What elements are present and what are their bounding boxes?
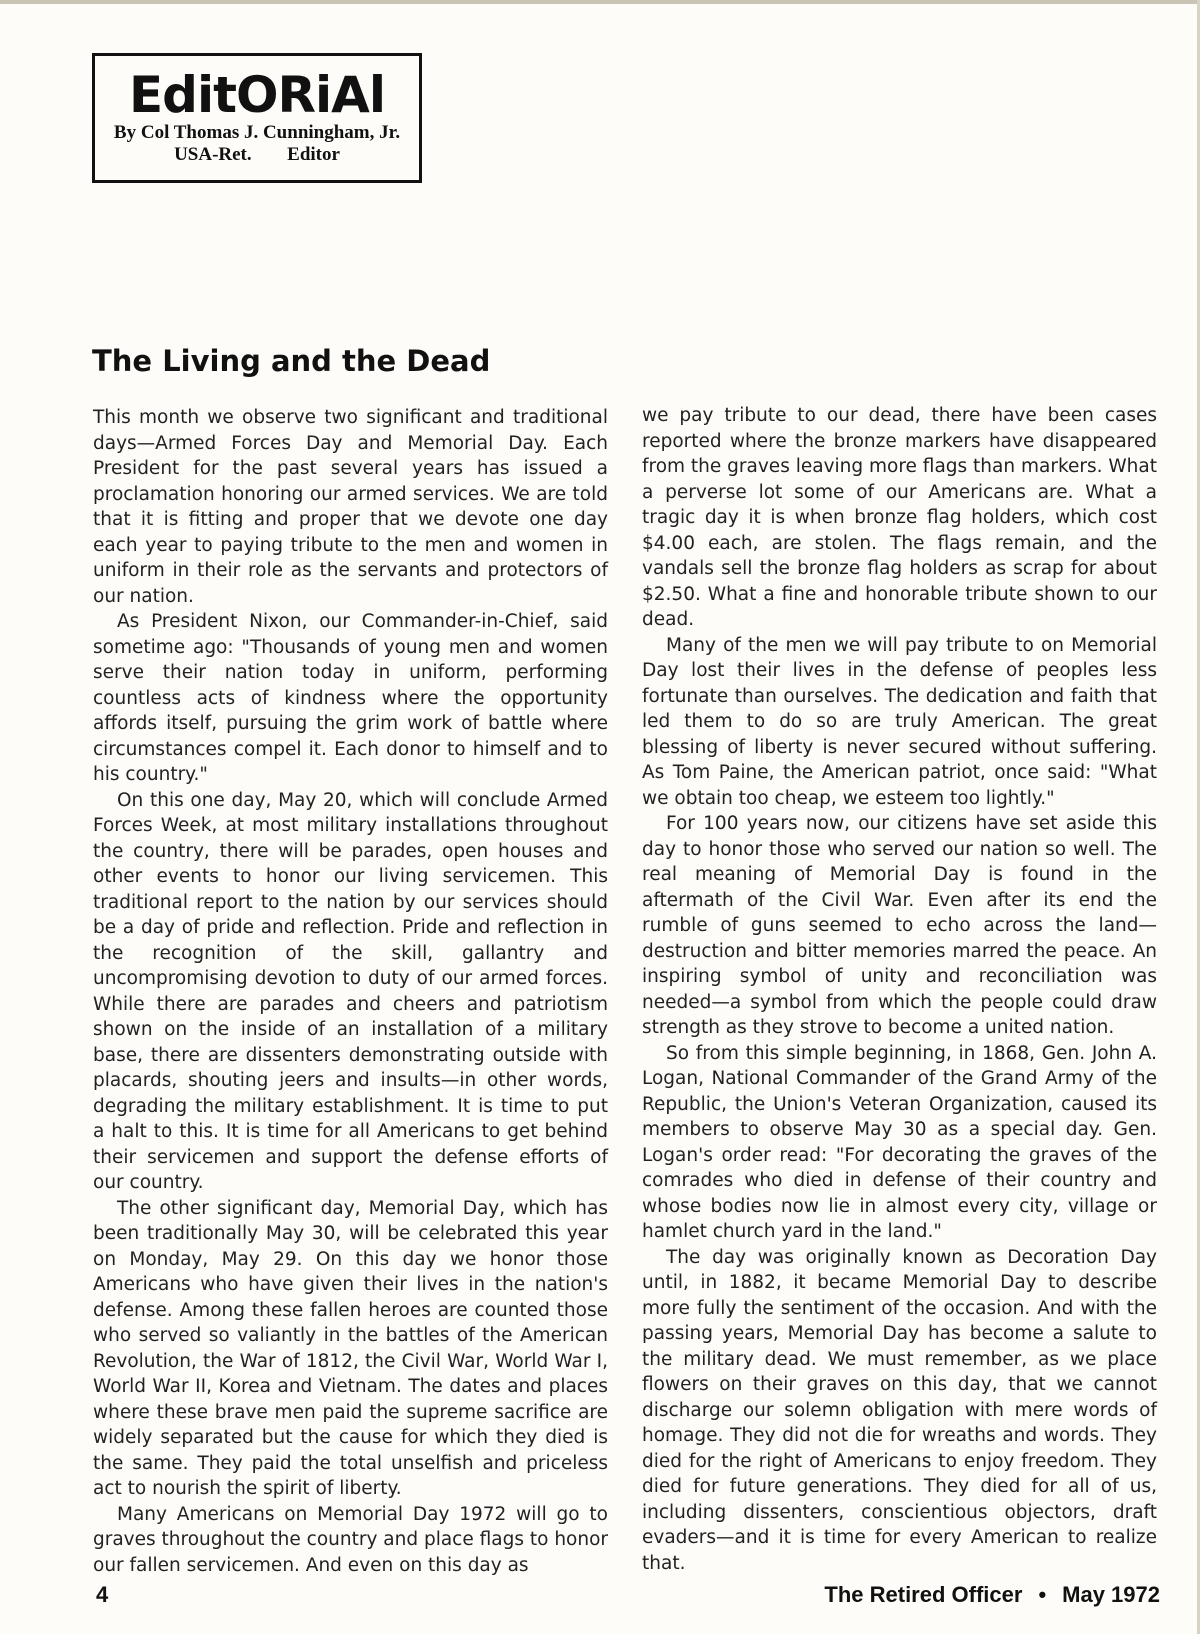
byline-rank: USA-Ret. (174, 144, 252, 165)
paragraph: The other significant day, Memorial Day, which has been traditionally May 30, will be celebrated this year on Monday, May 29. On this day we honor those Americans who have given their lives in the nation's defense. Among these fallen heroes are counted those who served so valiantly in the battles of the American Revolution, the War of 1812, the Civil War, World War I, World War II, Korea and Vietnam. The dates and places where these brave men paid the supreme sacrifice are widely separated but the cause for which they died is the same. They paid the total unselfish and priceless act to nourish the spirit of liberty. (93, 1197, 608, 1499)
article-title: The Living and the Dead (92, 344, 491, 378)
paragraph: Many Americans on Memorial Day 1972 will go to graves throughout the country and place flags to honor our fallen servicemen. And even on this day as (93, 1503, 609, 1576)
publication-name: The Retired Officer (824, 1582, 1023, 1607)
issue-date: May 1972 (1062, 1582, 1160, 1607)
editorial-label: EditORiAl (129, 66, 385, 124)
article-right-column (642, 403, 1157, 1576)
bullet-separator: • (1038, 1582, 1047, 1607)
byline-role: Editor (287, 144, 340, 165)
page-footer (96, 1582, 1160, 1612)
paragraph: For 100 years now, our citizens have set aside this day to honor those who served our nation so well. The real meaning of Memorial Day is found in the aftermath of the Civil War. Even after its end the rumble of guns seemed to echo across the land—destruction and bitter memories marred the peace. An inspiring symbol of unity and reconciliation was needed—a symbol from which the people could draw strength as they strove to become a united nation. (642, 813, 1157, 1038)
byline-name: By Col Thomas J. Cunningham, Jr. (113, 122, 401, 143)
article-left-column (93, 405, 608, 1578)
paragraph: The day was originally known as Decoration Day until, in 1882, it became Memorial Day to describe more fully the sentiment of the occasion. And with the passing years, Memorial Day has become a salute to the military dead. We must remember, as we place flowers on their graves on this day, that we cannot discharge our solemn obligation with mere words of homage. They did not die for wreaths and words. They died for the right of Americans to enjoy freedom. They died for future generations. They died for all of us, including dissenters, conscientious objectors, draft evaders—and it is time for every American to realize that. (642, 1246, 1157, 1574)
paragraph: we pay tribute to our dead, there have been cases reported where the bronze markers have disappeared from the graves leaving more flags than markers. What a perverse lot some of our Americans are. What a tragic day it is when bronze flag holders, which cost $4.00 each, are stolen. The flags remain, and the vandals sell the bronze flag holders as scrap for about $2.50. What a fine and honorable tribute shown to our dead. (642, 405, 1157, 630)
publication-info (824, 1582, 1160, 1608)
paragraph: On this one day, May 20, which will conclude Armed Forces Week, at most military installations throughout the country, there will be parades, open houses and other events to honor our living servicemen. This traditional report to the nation by our services should be a day of pride and reflection. Pride and reflection in the recognition of the skill, gallantry and uncompromising devotion to duty of our armed forces. While there are parades and cheers and patriotism shown on the inside of an installation of a military base, there are dissenters demonstrating outside with placards, shouting jeers and insults—in other words, degrading the military establishment. It is time to put a halt to this. It is time for all Americans to get behind their servicemen and support the defense efforts of our country. (93, 789, 608, 1193)
paragraph: This month we observe two significant and traditional days—Armed Forces Day and Memorial Day. Each President for the past several years has issued a proclamation honoring our armed services. We are told that it is fitting and proper that we devote one day each year to paying tribute to the men and women in uniform in their role as the servants and protectors of our nation. (93, 407, 608, 607)
paragraph: So from this simple beginning, in 1868, Gen. John A. Logan, National Commander of the Grand Army of the Republic, the Union's Veteran Organization, caused its members to observe May 30 as a special day. Gen. Logan's order read: "For decorating the graves of the comrades who died in defense of their country and whose bodies now lie in almost every city, village or hamlet church yard in the land." (642, 1042, 1157, 1242)
page-top-edge (0, 0, 1200, 4)
paragraph: Many of the men we will pay tribute to on Memorial Day lost their lives in the defense of peoples less fortunate than ourselves. The dedication and faith that led them to do so are truly American. The great blessing of liberty is never secured without suffering. As Tom Paine, the American patriot, once said: "What we obtain too cheap, we esteem too lightly." (642, 634, 1157, 809)
byline-title-row (95, 144, 419, 166)
page-number: 4 (96, 1582, 109, 1607)
byline (95, 122, 419, 166)
editorial-masthead-box (92, 53, 422, 183)
paragraph: As President Nixon, our Commander-in-Chief, said sometime ago: "Thousands of young men and women serve their nation today in uniform, performing countless acts of kindness where the opportunity affords itself, pursuing the grim work of battle where circumstances compel it. Each donor to himself and to his country." (93, 611, 608, 785)
